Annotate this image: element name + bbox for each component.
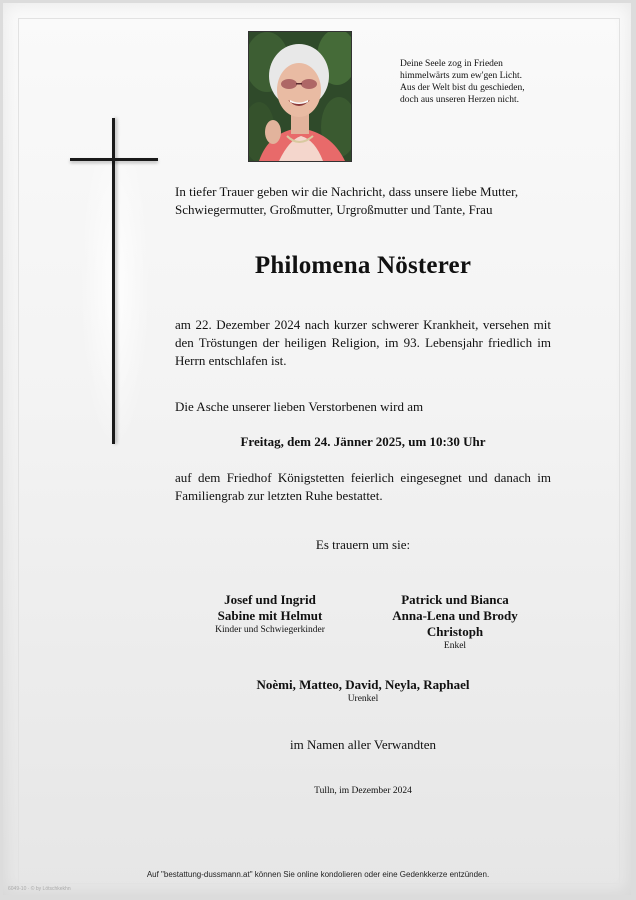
deceased-name: Philomena Nösterer (254, 252, 472, 279)
intro-line-1: In tiefer Trauer geben wir die Nachricht, dass unsere liebe Mutter, (175, 184, 519, 199)
cross-icon (112, 118, 115, 444)
relatives-text: im Namen aller Verwandten (290, 737, 436, 752)
poem-line: doch aus unseren Herzen nicht. (400, 95, 519, 105)
cross-glow (80, 120, 150, 450)
poem-line: Aus der Welt bist du geschieden, (400, 83, 525, 93)
death-notice: am 22. Dezember 2024 nach kurzer schwerer Krankheit, versehen mit den Tröstungen der heiligen Religion, im 93. Lebensjahr friedlich im Herrn entschlafen ist. (175, 317, 551, 368)
ashes-text: Die Asche unserer lieben Verstorbenen wird am (175, 399, 424, 414)
ceremony-date: Freitag, dem 24. Jänner 2025, um 10:30 Uhr (240, 434, 486, 449)
portrait-photo (248, 31, 352, 162)
family-group-children (195, 592, 345, 636)
family-line: Anna-Lena und Brody (392, 608, 518, 623)
family-line: Christoph (426, 624, 484, 639)
family-relation: Kinder und Schwiegerkinder (215, 625, 325, 635)
online-condolence-note: Auf "bestattung-dussmann.at" können Sie online kondolieren oder eine Gedenkkerze entzünden. (146, 870, 490, 879)
poem-line: Deine Seele zog in Frieden (400, 59, 503, 69)
family-group-great-grandchildren (175, 677, 551, 705)
family-line: Noèmi, Matteo, David, Neyla, Raphael (256, 677, 470, 692)
poem (400, 58, 610, 106)
mourners-heading: Es trauern um sie: (315, 537, 411, 552)
poem-line: himmelwärts zum ew'gen Licht. (400, 71, 523, 81)
family-line: Josef und Ingrid (224, 592, 316, 607)
family-group-grandchildren (380, 592, 530, 652)
family-relation: Enkel (443, 641, 467, 651)
cross-icon-bar (70, 158, 158, 161)
intro-text (175, 183, 575, 219)
intro-line-2: Schwiegermutter, Großmutter, Urgroßmutter und Tante, Frau (175, 202, 493, 217)
portrait-image (249, 32, 351, 161)
family-line: Sabine mit Helmut (217, 608, 323, 623)
burial-text: auf dem Friedhof Königstetten feierlich eingesegnet und danach im Familiengrab zur letzten Ruhe bestattet. (175, 470, 551, 503)
copyright-note: 6049-10 · © by Lötschkekhn (8, 886, 71, 892)
family-relation: Urenkel (347, 694, 379, 704)
place-date: Tulln, im Dezember 2024 (314, 786, 412, 796)
family-line: Patrick und Bianca (401, 592, 509, 607)
